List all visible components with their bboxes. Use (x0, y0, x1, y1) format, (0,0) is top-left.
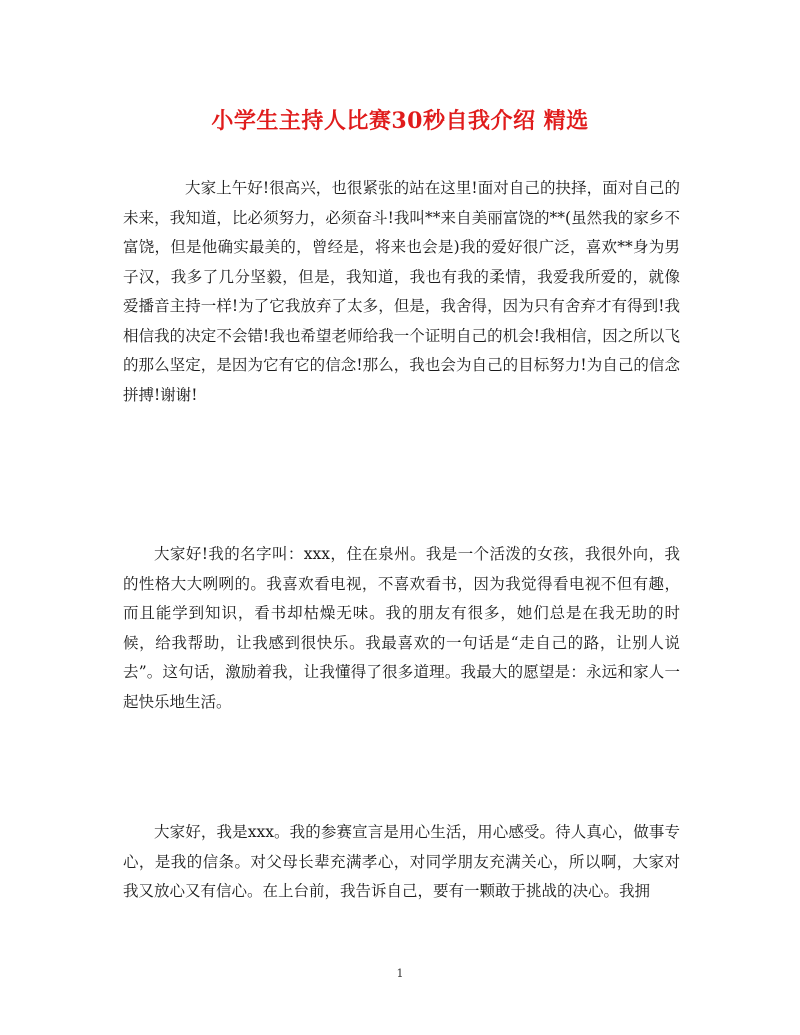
paragraph-2: 大家好!我的名字叫：xxx，住在泉州。我是一个活泼的女孩，我很外向，我的性格大大咧咧的。我喜欢看电视，不喜欢看书，因为我觉得看电视不但有趣，而且能学到知识，看书却枯燥无味。我的朋友有很多，她们总是在我无助的时候，给我帮助，让我感到很快乐。我最喜欢的一句话是“走自己的路，让别人说去”。这句话，激励着我，让我懂得了很多道理。我最大的愿望是：永远和家人一起快乐地生活。 (123, 545, 680, 711)
paragraph-3: 大家好，我是xxx。我的参赛宣言是用心生活，用心感受。待人真心，做事专心，是我的信条。对父母长辈充满孝心，对同学朋友充满关心，所以啊，大家对我又放心又有信心。在上台前，我告诉自己，要有一颗敢于挑战的决心。我拥 (123, 823, 680, 900)
document-title: 小学生主持人比赛30秒自我介绍 精选 (211, 108, 589, 134)
page-number: 1 (396, 967, 404, 980)
paragraph-1: 大家上午好!很高兴，也很紧张的站在这里!面对自己的抉择，面对自己的未来，我知道，比必须努力，必须奋斗!我叫**来自美丽富饶的**(虽然我的家乡不富饶，但是他确实最美的，曾经是，将来也会是)我的爱好很广泛，喜欢**身为男子汉，我多了几分坚毅，但是，我知道，我也有我的柔情，我爱我所爱的，就像爱播音主持一样!为了它我放弃了太多，但是，我舍得，因为只有舍弃才有得到!我相信我的决定不会错!我也希望老师给我一个证明自己的机会!我相信，因之所以飞的那么坚定，是因为它有它的信念!那么，我也会为自己的目标努力!为自己的信念拼搏!谢谢! (123, 179, 680, 404)
